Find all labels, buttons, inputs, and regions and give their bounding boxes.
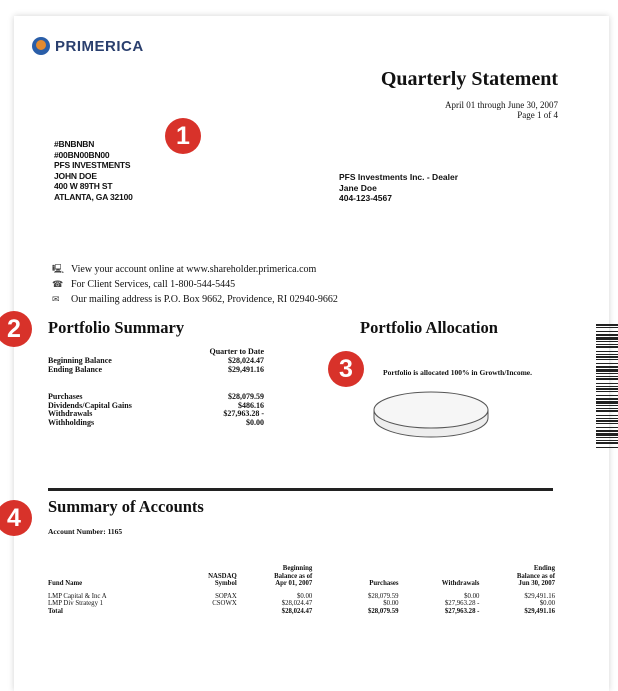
barcode-bar [596,386,618,387]
activity-value: $0.00 [246,417,264,427]
callout-marker-1: 1 [165,118,201,154]
activity-value: $486.16 [238,400,264,410]
barcode-bar [596,373,618,374]
symbol-cell [199,608,237,616]
account-number: Account Number: 1165 [48,527,123,536]
contact-info [52,262,338,307]
info-row [52,292,338,307]
column-header-purchases: Purchases [369,580,399,587]
barcode-bar [596,354,618,355]
column-header-withdrawals: Withdrawals [441,580,480,587]
barcode-bar [596,430,618,432]
phone-icon: ☎ [52,279,64,290]
activity-label: Dividends/Capital Gains [48,400,132,410]
barcode-bar [596,334,618,336]
portfolio-allocation-heading: Portfolio Allocation [360,318,498,337]
activity-label: Withdrawals [48,409,93,418]
barcode-bar [596,341,618,342]
statement-title: Quarterly Statement [380,68,558,90]
withdrawals-cell: $0.00 [464,592,480,600]
quarter-to-date-header: Quarter to Date [209,347,264,356]
barcode-bar [596,331,618,332]
barcode-bar [596,391,618,392]
barcode-bar [596,346,618,348]
beginning-cell: $0.00 [296,592,313,600]
barcode-bar [596,376,618,377]
column-header-fund-name: Fund Name [48,580,83,587]
barcode-bar [596,398,618,400]
barcode-bar [596,324,618,326]
address-line: PFS INVESTMENTS [54,160,131,170]
table-row [48,593,555,601]
address-line: JOHN DOE [54,170,97,181]
balance-row [48,365,264,374]
allocation-note: Portfolio is allocated 100% in Growth/Income. [383,368,533,377]
primerica-logo-icon [32,37,50,55]
callout-marker-4: 4 [0,500,32,536]
activity-label: Purchases [48,392,83,401]
barcode-bar [596,401,618,404]
table-row [48,600,555,608]
fund-table [48,565,555,615]
barcode-bar [596,337,618,340]
mail-icon: ✉ [52,294,60,305]
ending-cell: $29,491.16 [524,592,555,600]
barcode-image [596,322,618,450]
barcode-bar [596,420,618,422]
pie-slice-growth-income [374,392,488,428]
barcode-bar [596,440,618,441]
brand-name: PRIMERICA [55,38,144,55]
info-text: For Client Services, call 1-800-544-5445 [71,279,236,290]
withdrawals-cell: $27,963.28 - [444,600,480,607]
mailing-address [54,139,133,202]
purchases-total-cell: $28,079.59 [367,607,399,615]
barcode-bar [596,395,618,396]
barcode-bar [596,359,618,360]
activity-label: Withholdings [48,417,95,427]
period-range: April 01 through June 30, 2007 [445,100,558,110]
fund-name-cell: LMP Capital & Inc A [48,592,107,600]
beginning-total-cell: $28,024.47 [281,607,313,615]
activity-value: $27,963.28 - [223,409,264,418]
allocation-pie-chart [372,390,490,438]
barcode-bar [596,423,618,424]
barcode-bar [596,356,618,358]
beginning-cell: $28,024.47 [281,600,313,607]
info-text: Our mailing address is P.O. Box 9662, Providence, RI 02940-9662 [71,294,338,305]
activity-table [48,393,264,427]
balance-value: $29,491.16 [228,365,264,374]
dealer-line: PFS Investments Inc. - Dealer [339,172,459,182]
balance-value: $28,024.47 [228,356,264,365]
section-divider [48,488,553,491]
barcode-bar [596,327,618,328]
column-header-beginning: Beginning Balance as of Apr 01, 2007 [274,565,313,587]
symbol-cell: CSOWX [212,600,237,607]
dealer-line: Jane Doe [339,182,377,193]
barcode-bar [596,427,618,428]
barcode-bar [596,388,618,390]
column-header-symbol: NASDAQ Symbol [208,572,237,587]
callout-marker-3: 3 [328,351,364,387]
barcode-bar [596,378,618,380]
barcode-bar [596,369,618,372]
barcode-bar [596,383,618,384]
column-header-ending: Ending Balance as of Jun 30, 2007 [516,565,555,587]
barcode-bar [596,366,618,368]
info-row [52,262,338,277]
barcode-bar [596,351,618,352]
address-line: ATLANTA, GA 32100 [54,191,133,202]
barcode-bar [596,405,618,406]
fund-name-cell: LMP Div Strategy 1 [48,600,104,607]
balance-label: Beginning Balance [48,356,112,365]
address-line: #00BN00BN00 [54,149,110,160]
barcode-bar [596,344,618,345]
purchases-cell: $0.00 [383,600,399,607]
activity-row [48,419,264,428]
computer-icon: 🖳 [52,264,65,275]
callout-marker-2: 2 [0,311,32,347]
withdrawals-total-cell: $27,963.28 - [444,607,480,615]
statement-period [445,100,558,120]
purchases-cell: $28,079.59 [367,592,399,600]
symbol-cell: SOPAX [215,592,237,600]
balance-row [48,356,264,365]
barcode-bar [596,418,618,419]
dealer-line: 404-123-4567 [339,193,392,203]
info-row [52,277,338,292]
page-count: Page 1 of 4 [517,110,558,120]
info-text: View your account online at www.shareholder.primerica.com [71,264,317,275]
barcode-bar [596,433,618,436]
address-line: 400 W 89TH ST [54,181,113,191]
ending-cell: $0.00 [539,600,555,607]
total-label-cell: Total [48,607,63,615]
ending-total-cell: $29,491.16 [524,607,555,615]
barcode-bar [596,410,618,412]
barcode-bar [596,415,618,416]
activity-value: $28,079.59 [228,392,264,401]
table-header-row [48,565,555,593]
barcode-bar [596,442,618,444]
balance-table [48,356,264,374]
dealer-info [339,172,458,204]
barcode-bar [596,408,618,409]
balance-label: Ending Balance [48,365,103,374]
barcode-bar [596,437,618,438]
address-line: #BNBNBN [54,139,95,149]
portfolio-summary-heading: Portfolio Summary [48,318,185,337]
table-total-row [48,608,555,616]
barcode-bar [596,363,618,364]
summary-accounts-heading: Summary of Accounts [48,497,204,516]
barcode-bar [596,447,618,448]
